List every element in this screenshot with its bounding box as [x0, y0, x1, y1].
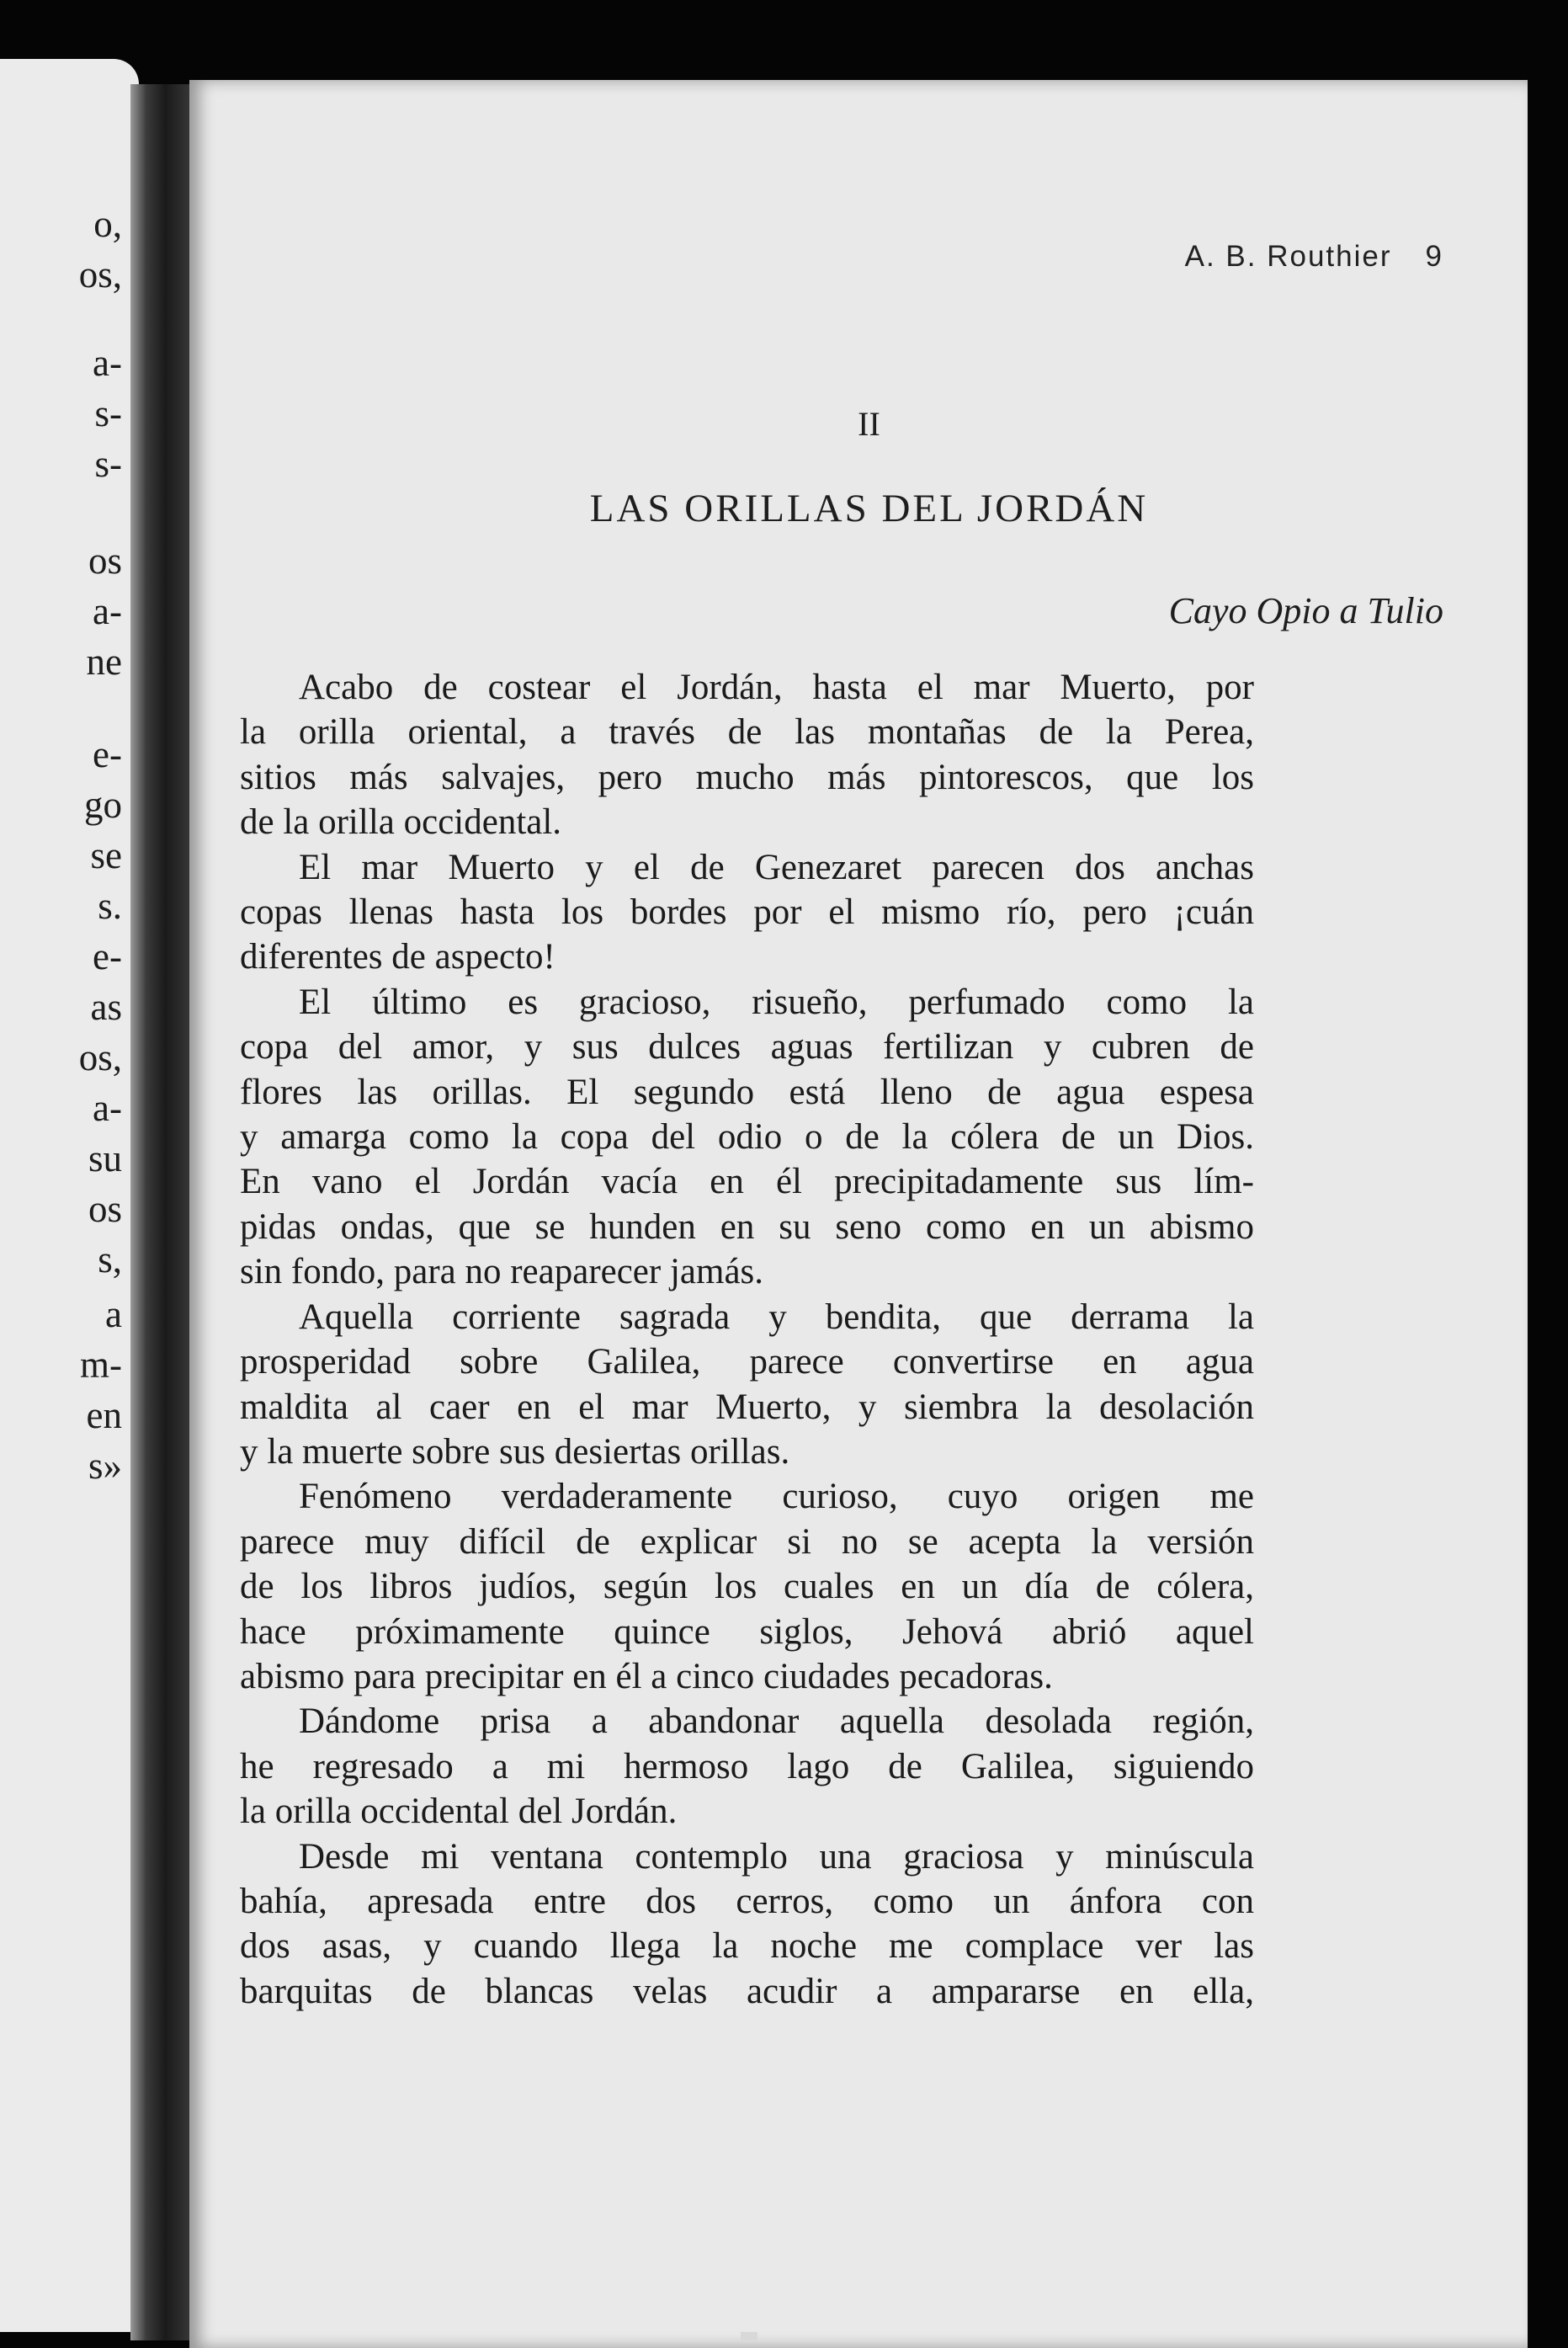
text-line: diferentes de aspecto!	[240, 937, 555, 977]
text-line: sitios más salvajes, pero mucho más pintorescos, que los	[240, 757, 1254, 797]
text-line: hace próximamente quince siglos, Jehová abrió aquel	[240, 1611, 1254, 1652]
text-line: de la orilla occidental.	[240, 802, 562, 843]
text-line: Aquella corriente sagrada y bendita, que derrama la	[299, 1296, 1254, 1337]
chapter-subtitle: Cayo Opio a Tulio	[1168, 590, 1443, 631]
text-line: sin fondo, para no reaparecer jamás.	[240, 1252, 764, 1292]
previous-page-fragment: os,	[78, 1036, 122, 1078]
text-line: barquitas de blancas velas acudir a ampararse en ella,	[240, 1971, 1254, 2011]
text-line: dos asas, y cuando llega la noche me complace ver las	[240, 1926, 1254, 1967]
text-line: Dándome prisa a abandonar aquella desolada región,	[299, 1701, 1254, 1742]
text-line: maldita al caer en el mar Muerto, y siembra la desolación	[240, 1387, 1254, 1427]
previous-page-fragment: s-	[94, 392, 122, 434]
page-number: 9	[1425, 240, 1443, 273]
previous-page-edge	[0, 59, 139, 2332]
text-line: de los libros judíos, según los cuales en un día de cólera,	[240, 1567, 1254, 1607]
chapter-title: LAS ORILLAS DEL JORDÁN	[589, 487, 1149, 530]
previous-page-fragment: ne	[86, 641, 122, 683]
body-text	[240, 665, 1254, 2014]
text-line: y amarga como la copa del odio o de la cólera de un Dios.	[240, 1117, 1254, 1158]
text-line: El mar Muerto y el de Genezaret parecen dos anchas	[299, 847, 1254, 887]
text-line: El último es gracioso, risueño, perfumado como la	[299, 982, 1254, 1022]
book-page	[189, 80, 1528, 2348]
previous-page-fragment: e-	[93, 733, 122, 775]
previous-page-fragment: en	[86, 1394, 122, 1436]
text-line: copa del amor, y sus dulces aguas fertilizan y cubren de	[240, 1027, 1254, 1068]
text-line: Desde mi ventana contemplo una graciosa y minúscula	[299, 1836, 1254, 1877]
previous-page-fragment: os	[88, 1188, 122, 1230]
book-gutter	[130, 84, 194, 2340]
previous-page-fragment: a	[105, 1293, 122, 1335]
previous-page-fragment: s»	[88, 1445, 122, 1487]
previous-page-fragment: os,	[78, 253, 122, 295]
previous-page-fragment: go	[84, 784, 122, 826]
text-line: Fenómeno verdaderamente curioso, cuyo origen me	[299, 1477, 1254, 1517]
text-line: la orilla oriental, a través de las montañas de la Perea,	[240, 712, 1254, 753]
previous-page-fragment: m-	[80, 1344, 122, 1386]
page-edge-mark	[741, 2332, 757, 2340]
text-line: En vano el Jordán vacía en él precipitadamente sus lím-	[240, 1162, 1254, 1202]
previous-page-fragment: su	[88, 1137, 122, 1179]
previous-page-fragment: s,	[98, 1238, 122, 1280]
text-line: copas llenas hasta los bordes por el mismo río, pero ¡cuán	[240, 892, 1254, 933]
text-line: pidas ondas, que se hunden en su seno como en un abismo	[240, 1206, 1254, 1247]
text-line: flores las orillas. El segundo está lleno de agua espesa	[240, 1072, 1254, 1112]
header-author: A. B. Routhier	[1184, 240, 1392, 273]
previous-page-fragment: os	[88, 540, 122, 582]
text-line: Acabo de costear el Jordán, hasta el mar Muerto, por	[299, 668, 1254, 707]
previous-page-fragment: as	[90, 986, 122, 1028]
text-line: prosperidad sobre Galilea, parece convertirse en agua	[240, 1342, 1254, 1382]
previous-page-fragment: o,	[93, 203, 122, 245]
text-line: la orilla occidental del Jordán.	[240, 1792, 678, 1832]
running-header	[1185, 240, 1443, 274]
previous-page-fragment: a-	[93, 1087, 122, 1129]
previous-page-fragment: s-	[94, 443, 122, 485]
chapter-number: II	[858, 405, 880, 443]
previous-page-fragment: a-	[93, 342, 122, 384]
text-line: parece muy difícil de explicar si no se acepta la versión	[240, 1521, 1254, 1562]
text-line: y la muerte sobre sus desiertas orillas.	[240, 1431, 790, 1472]
previous-page-fragment: e-	[93, 935, 122, 977]
text-line: he regresado a mi hermoso lago de Galilea, siguiendo	[240, 1746, 1254, 1786]
previous-page-fragment: s.	[98, 885, 122, 927]
previous-page-fragment: se	[90, 834, 122, 876]
text-line: abismo para precipitar en él a cinco ciudades pecadoras.	[240, 1656, 1053, 1696]
previous-page-fragment: a-	[93, 590, 122, 632]
text-line: bahía, apresada entre dos cerros, como un ánfora con	[240, 1881, 1254, 1921]
